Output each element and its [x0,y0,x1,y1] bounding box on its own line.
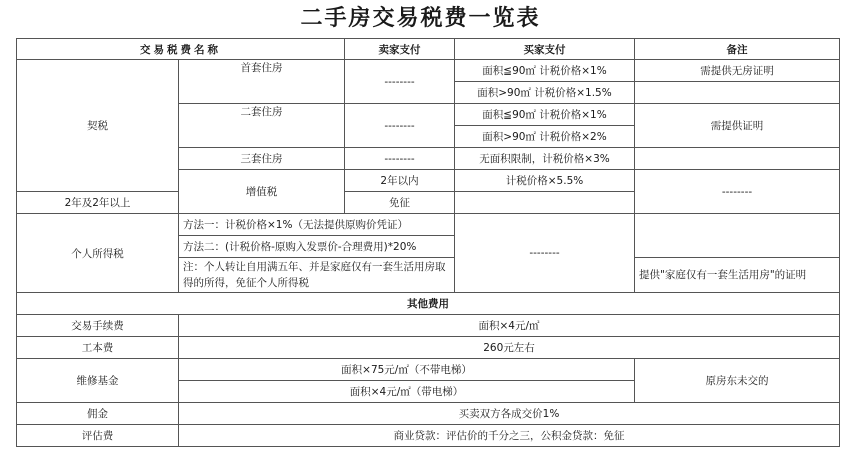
maintenance-fund-2: 面积×4元/㎡（带电梯） [179,381,635,403]
transaction-fee-label: 交易手续费 [17,315,179,337]
tax-table [16,38,840,447]
income-method-2: 方法二：(计税价格-原购入发票价-合理费用)*20% [179,236,455,258]
table-row [17,337,840,359]
header-tax-name: 交易税费名称 [17,39,345,60]
vat-buyer-dash: -------- [635,170,840,214]
deed-note-empty-1 [635,82,840,104]
deed-seller-dash-1: -------- [345,60,455,104]
appraisal-fee-value: 商业贷款：评估价的千分之三，公积金贷款：免征 [179,425,840,447]
deed-note-1: 需提供无房证明 [635,60,840,82]
first-home-label: 首套住房 [179,60,345,104]
table-row [17,315,840,337]
second-home-label: 二套住房 [179,104,345,148]
table-row [17,60,840,82]
transaction-fee-value: 面积×4元/㎡ [179,315,840,337]
header-remarks: 备注 [635,39,840,60]
maintenance-fund-label: 维修基金 [17,359,179,403]
table-row [17,425,840,447]
stamp-fee-label: 工本费 [17,337,179,359]
deed-note-empty-2 [635,148,840,170]
appraisal-fee-label: 评估费 [17,425,179,447]
table-row [17,359,840,381]
income-note: 提供"家庭仅有一套生活用房"的证明 [635,258,840,293]
income-tax-label: 个人所得税 [17,214,179,293]
vat-over-2y: 2年及2年以上 [17,192,179,214]
income-buyer-dash: -------- [455,214,635,293]
header-buyer-pays: 买家支付 [455,39,635,60]
income-method-1: 方法一：计税价格×1%（无法提供原购价凭证） [179,214,455,236]
third-home-label: 三套住房 [179,148,345,170]
deed-buyer-3: 面积≦90㎡ 计税价格×1% [455,104,635,126]
table-row [17,293,840,315]
table-row [17,214,840,236]
deed-buyer-2: 面积>90㎡ 计税价格×1.5% [455,82,635,104]
page-title: 二手房交易税费一览表 [300,6,541,31]
vat-label: 增值税 [179,170,345,214]
other-fees-heading: 其他费用 [17,293,840,315]
commission-label: 佣金 [17,403,179,425]
vat-within-2y: 2年以内 [345,170,455,192]
maintenance-fund-note: 原房东未交的 [635,359,840,403]
income-exemption-note: 注：个人转让自用满五年、并是家庭仅有一套生活用房取得的所得，免征个人所得税 [179,258,455,293]
deed-tax-label: 契税 [17,60,179,192]
table-header-row [17,39,840,60]
deed-note-2: 需提供证明 [635,104,840,148]
deed-buyer-5: 无面积限制，计税价格×3% [455,148,635,170]
deed-seller-dash-3: -------- [345,148,455,170]
income-note-empty [635,214,840,258]
vat-seller-2: 免征 [345,192,455,214]
commission-value: 买卖双方各成交价1% [179,403,840,425]
vat-seller-1: 计税价格×5.5% [455,170,635,192]
header-seller-pays: 卖家支付 [345,39,455,60]
table-row [17,403,840,425]
deed-buyer-4: 面积>90㎡ 计税价格×2% [455,126,635,148]
maintenance-fund-1: 面积×75元/㎡（不带电梯） [179,359,635,381]
stamp-fee-value: 260元左右 [179,337,840,359]
deed-buyer-1: 面积≦90㎡ 计税价格×1% [455,60,635,82]
deed-seller-dash-2: -------- [345,104,455,148]
